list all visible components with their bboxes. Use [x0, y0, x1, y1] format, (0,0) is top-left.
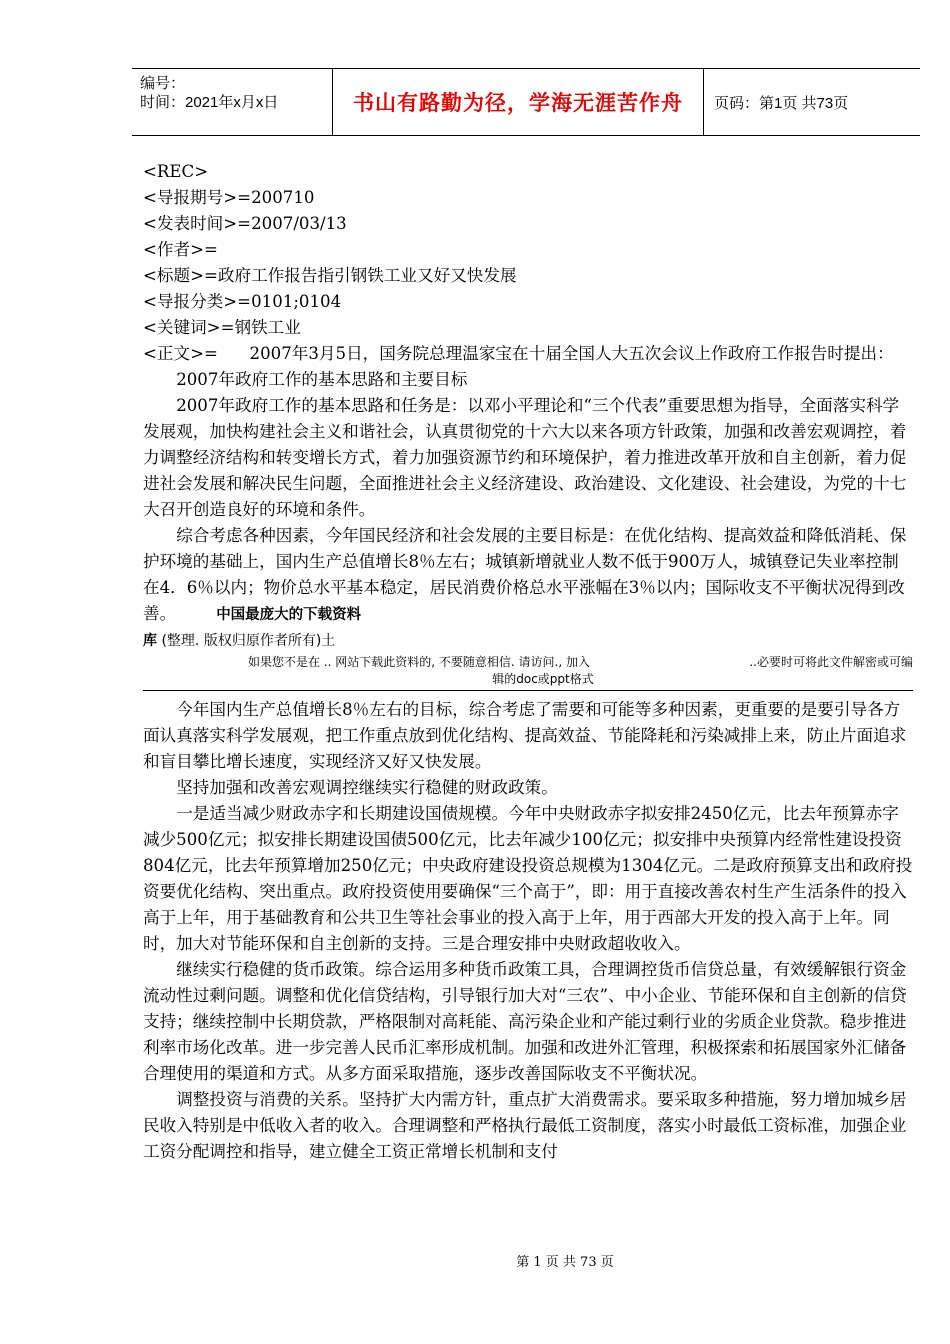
ad-notice-line2: 辑的doc或ppt格式 — [492, 672, 594, 686]
paragraph — [143, 523, 913, 628]
header-motto: 书山有路勤为径，学海无涯苦作舟 — [333, 69, 704, 135]
meta-author: <作者>= — [143, 240, 218, 259]
paragraph-text: 综合考虑各种因素，今年国民经济和社会发展的主要目标是：在优化结构、提高效益和降低消耗、保护环境的基础上，国内生产总值增长8％左右；城镇新增就业人数不低于900万人，城镇登记失业率控制在4．6％以内；物价总水平基本稳定，居民消费价格总水平涨幅在3％以内；国际收支不平衡状况得到改善。 — [143, 526, 907, 623]
meta-title: <标题>=政府工作报告指引钢铁工业又好又快发展 — [143, 266, 517, 285]
meta-keywords: <关键词>=钢铁工业 — [143, 318, 301, 337]
paragraph: 今年国内生产总值增长8％左右的目标，综合考虑了需要和可能等多种因素，更重要的是要引导各方面认真落实科学发展观，把工作重点放到优化结构、提高效益、节能降耗和污染减排上来，防止片面追求和盲目攀比增长速度，实现经济又好又快发展。 — [143, 700, 907, 771]
ad-text: (整理. 版权归原作者所有)土 — [161, 633, 336, 649]
paragraph: 一是适当减少财政赤字和长期建设国债规模。今年中央财政赤字拟安排2450亿元，比去年预算赤字减少500亿元；拟安排长期建设国债500亿元，比去年减少100亿元；拟安排中央预算内经常性建设投资804亿元，比去年预算增加250亿元；中央政府建设投资总规模为1304亿元。二是政府预算支出和政府投资要优化结构、突出重点。政府投资使用要确保“三个高于”，即：用于直接改善农村生产生活条件的投入高于上年，用于基础教育和公共卫生等社会事业的投入高于上年，用于西部大开发的投入高于上年。同时，加大对节能环保和自主创新的支持。三是合理安排中央财政超收收入。 — [143, 804, 913, 953]
ad-line — [143, 628, 913, 654]
ad-notice-left: 如果您不是在 .. 网站下载此资料的, 不要随意相信. 请访问., 加入 — [248, 655, 590, 669]
ad-text: 中国最庞大的下载资料 — [216, 607, 362, 623]
meta-category: <导报分类>=0101;0104 — [143, 292, 342, 311]
ad-notice — [143, 654, 913, 671]
meta-date: <发表时间>=2007/03/13 — [143, 214, 347, 233]
paragraph: 坚持加强和改善宏观调控继续实行稳健的财政政策。 — [176, 778, 558, 797]
divider — [143, 690, 913, 691]
ad-text: 库 — [143, 633, 157, 649]
header-number-label: 编号： — [140, 75, 186, 92]
body-intro: <正文>= 2007年3月5日，国务院总理温家宝在十届全国人大五次会议上作政府工作报告时提出： — [143, 344, 894, 363]
document-header — [132, 68, 920, 136]
header-info-cell — [132, 69, 333, 135]
section-heading: 2007年政府工作的基本思路和主要目标 — [176, 370, 468, 389]
paragraph: 2007年政府工作的基本思路和任务是：以邓小平理论和“三个代表”重要思想为指导，全面落实科学发展观，加快构建社会主义和谐社会，认真贯彻党的十六大以来各项方针政策，加强和改善宏观调控，着力调整经济结构和转变增长方式，着力加强资源节约和环境保护，着力推进改革开放和自主创新，着力促进社会发展和解决民生问题，全面推进社会主义经济建设、政治建设、文化建设、社会建设，为党的十七大召开创造良好的环境和条件。 — [143, 396, 907, 519]
paragraph: 调整投资与消费的关系。坚持扩大内需方针，重点扩大消费需求。要采取多种措施，努力增加城乡居民收入特别是中低收入者的收入。合理调整和严格执行最低工资制度，落实小时最低工资标准，加强企业工资分配调控和指导，建立健全工资正常增长机制和支付 — [143, 1090, 907, 1161]
document-body — [143, 159, 913, 1165]
paragraph: 继续实行稳健的货币政策。综合运用多种货币政策工具，合理调控货币信贷总量，有效缓解银行资金流动性过剩问题。调整和优化信贷结构，引导银行加大对“三农”、中小企业、节能环保和自主创新的信贷支持；继续控制中长期贷款，严格限制对高耗能、高污染企业和产能过剩行业的劣质企业贷款。稳步推进利率市场化改革。进一步完善人民币汇率形成机制。加强和改进外汇管理，积极探索和拓展国家外汇储备合理使用的渠道和方式。从多方面采取措施，逐步改善国际收支不平衡状况。 — [143, 960, 907, 1083]
meta-issue: <导报期号>=200710 — [143, 188, 315, 207]
ad-notice-right: ..必要时可将此文件解密或可编 — [749, 655, 913, 669]
header-page-info: 页码：第1页 共73页 — [714, 94, 849, 112]
meta-rec: <REC> — [143, 162, 209, 181]
header-time-label: 时间：2021年x月x日 — [140, 94, 279, 111]
page-footer: 第 1 页 共 73 页 — [516, 1255, 614, 1270]
